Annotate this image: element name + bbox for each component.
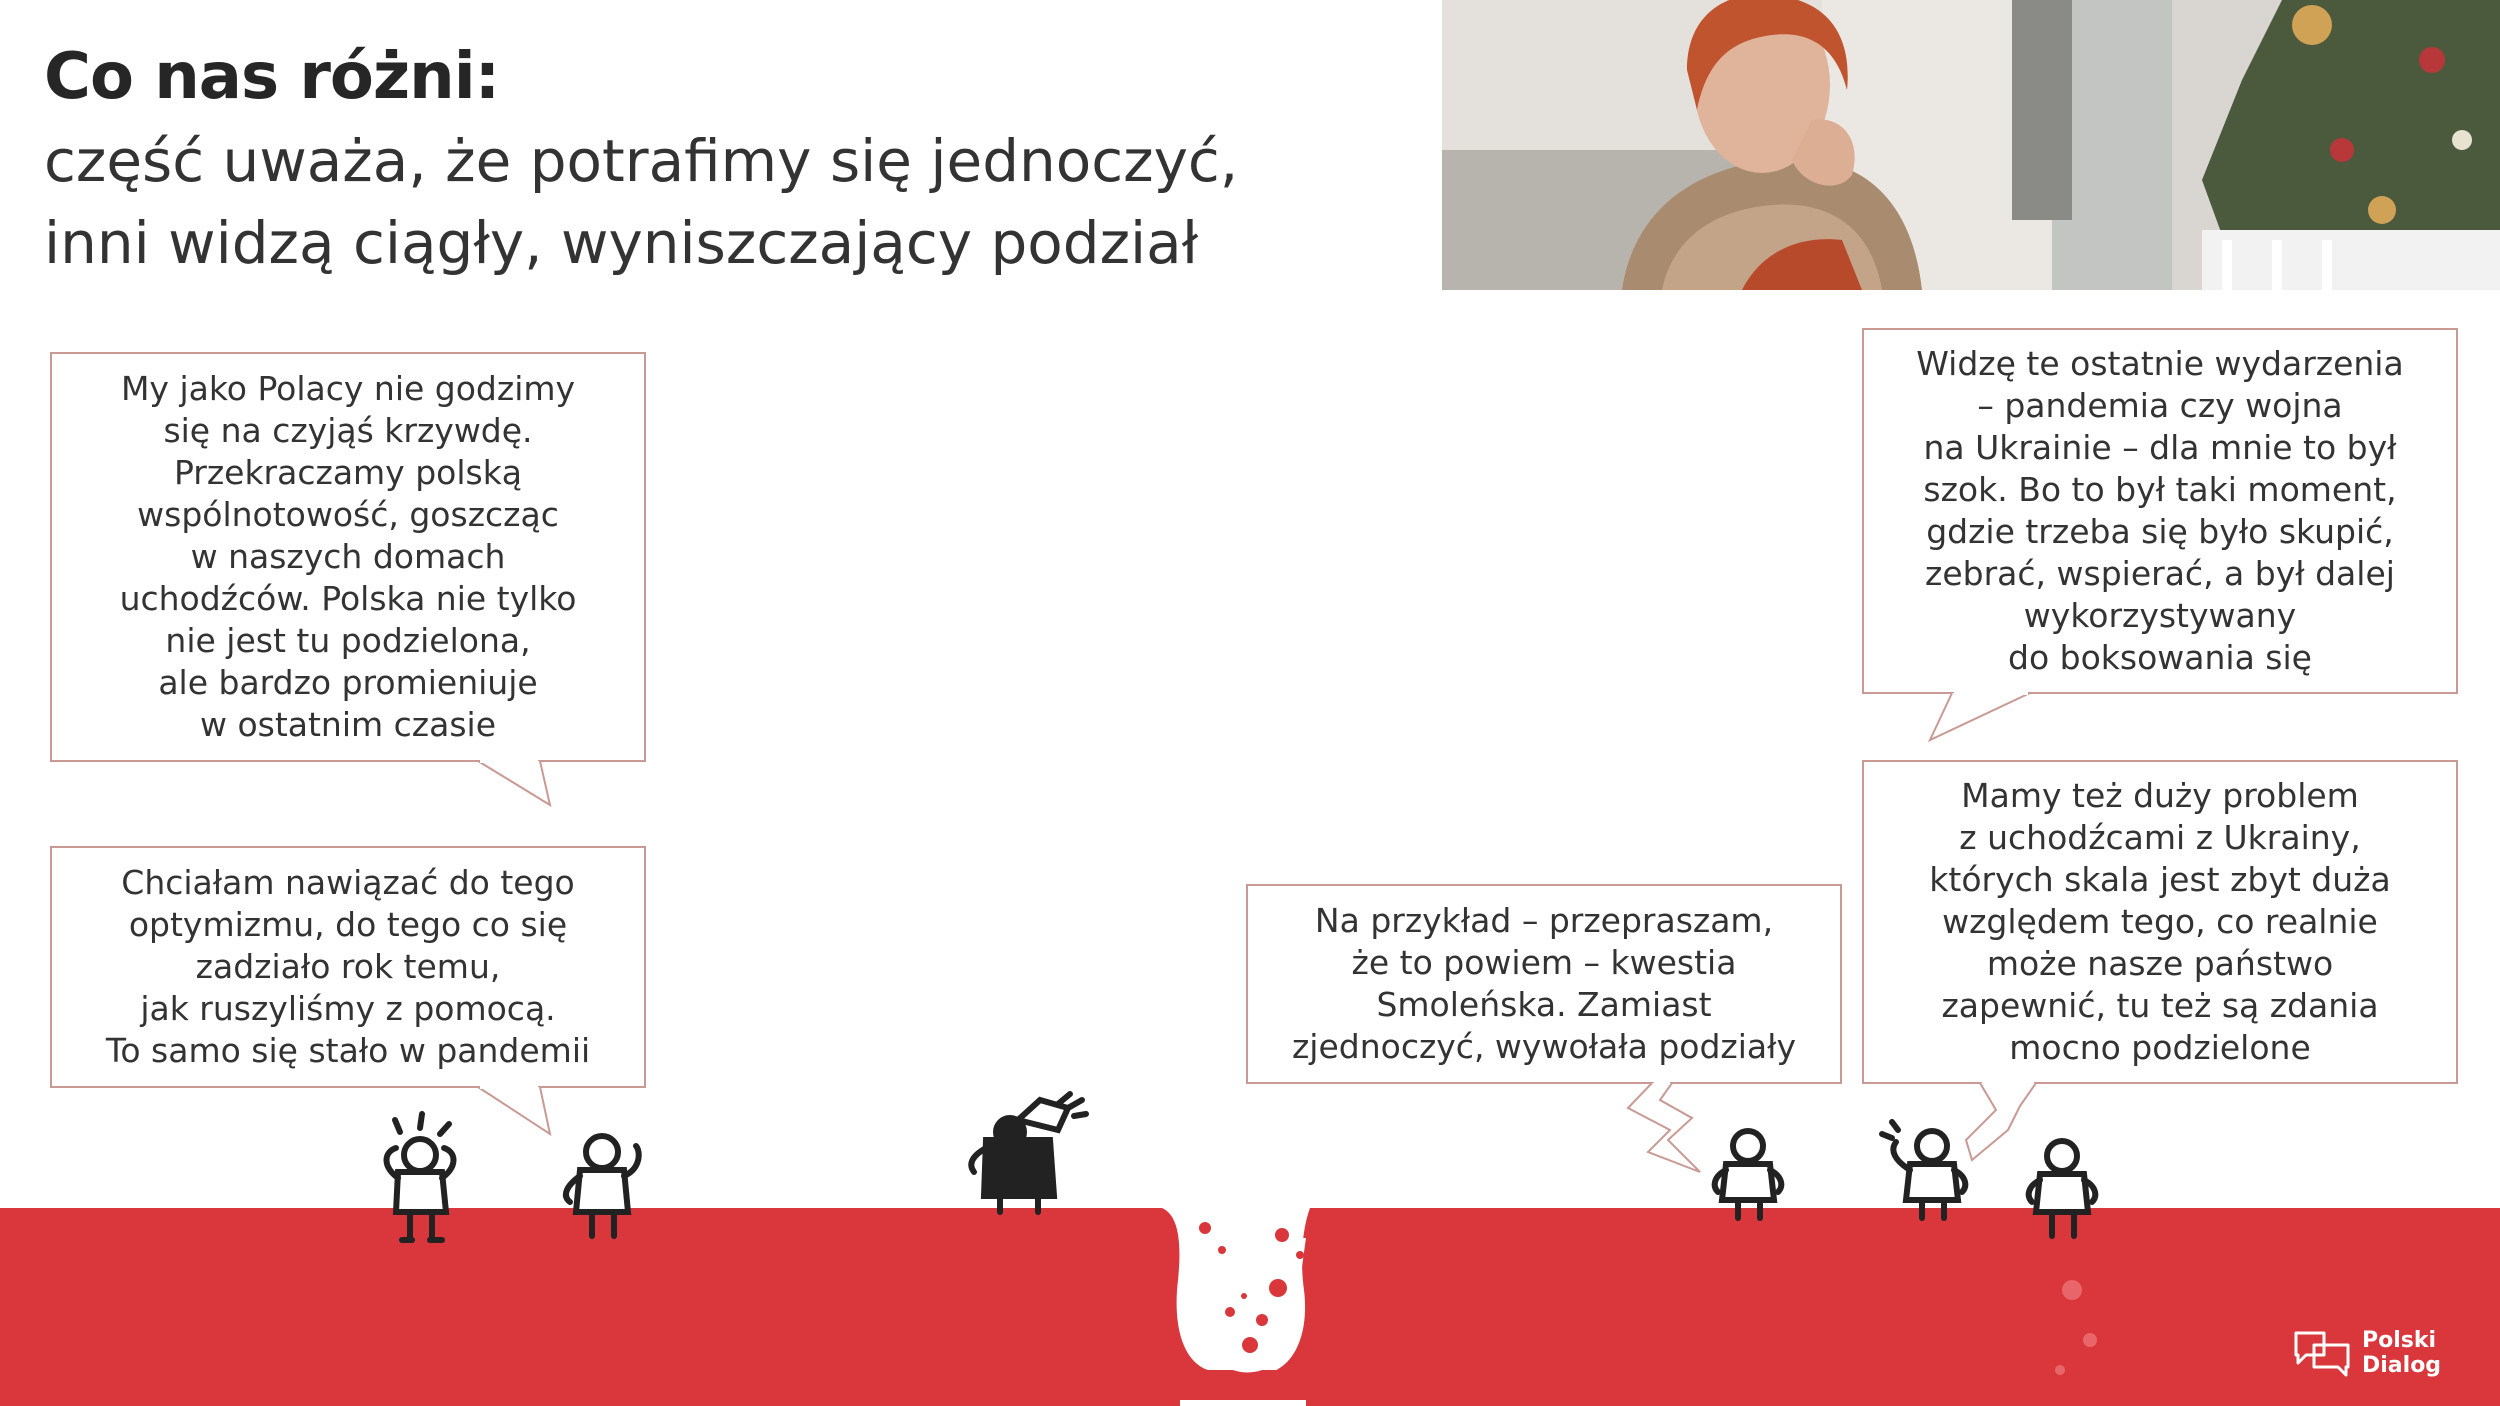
red-ground: [0, 1208, 1250, 1406]
quote-text-1: My jako Polacy nie godzimy się na czyjąś krzywdę. Przekraczamy polską wspólnotowość, goszcząc w naszych domach uchodźców. Polska nie tylko nie jest tu podzielona, ale bardzo promieniuje w ostatnim czasie: [119, 369, 577, 744]
quote-text-4: Widzę te ostatnie wydarzenia – pandemia czy wojna na Ukrainie – dla mnie to był szok. Bo to był taki moment, gdzie trzeba się było skupić, zebrać, wspierać, a był dalej wykorzystywany do boksowania się: [1916, 344, 2404, 677]
subtitle-line-2: inni widzą ciągły, wyniszczający podział: [44, 209, 1199, 277]
subtitle-line-1: część uważa, że potrafimy się jednoczyć,: [44, 127, 1239, 195]
quote-text-2: Chciałam nawiązać do tego optymizmu, do tego co się zadziało rok temu, jak ruszyliśmy z pomocą. To samo się stało w pandemii: [105, 863, 591, 1070]
slide-title: Co nas różni:: [44, 40, 500, 114]
quote-text-3: Na przykład – przepraszam, że to powiem – kwestia Smoleńska. Zamiast zjednoczyć, wywołała podziały: [1291, 901, 1797, 1066]
figure-megaphone: [971, 1094, 1086, 1212]
polski-dialog-logo: [2290, 1322, 2480, 1384]
logo-line-1: Polski: [2362, 1328, 2437, 1353]
logo-line-2: Dialog: [2362, 1353, 2442, 1378]
speech-bubbles-icon: [2290, 1327, 2354, 1379]
figure-right-1: [1715, 1131, 1782, 1218]
quote-text-5: Mamy też duży problem z uchodźcami z Ukrainy, których skala jest zbyt duża względem tego, co realnie może nasze państwo zapewnić, tu też są zdania mocno podzielone: [1929, 776, 2391, 1067]
figure-right-2: [1882, 1122, 1965, 1218]
